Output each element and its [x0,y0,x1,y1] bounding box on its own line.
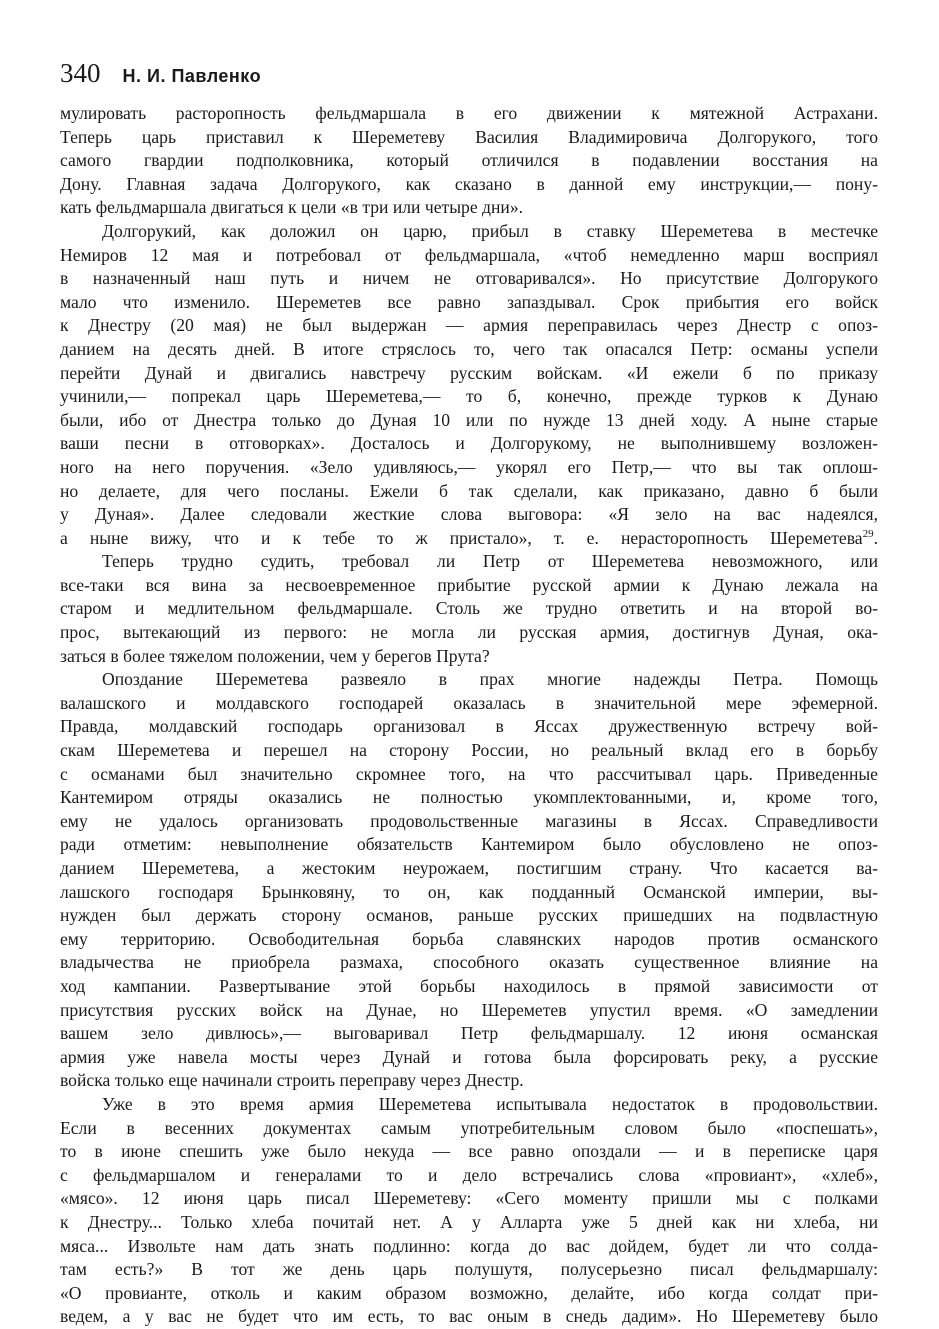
line-text: перейти Дунай и двигались навстречу русским войскам. «И ежели б по приказу [60,362,878,383]
line-text: заться в более тяжелом положении, чем у берегов Прута? [60,645,490,666]
line-text: ведем, а у вас не будет что им есть, то вас оным в снедь дадим». Но Шереметеву было [60,1306,878,1327]
line-text: лашского господаря Брынковяну, то он, как подданный Османской империи, вы- [60,881,878,902]
line-text: Кантемиром отряды оказались не полностью укомплектованными, и, кроме того, [60,787,878,808]
line-text: данием на десять дней. В итоге стряслось то, чего так опасался Петр: османы успели [60,338,878,359]
line-text: Правда, молдавский господарь организовал в Яссах дружественную встречу вой- [60,716,878,737]
text-line [60,385,878,409]
text-line [60,810,878,834]
body-text [60,102,878,1329]
line-text: ход кампании. Развертывание этой борьбы находилось в прямой зависимости от [60,975,878,996]
line-text: Дону. Главная задача Долгорукого, как сказано в данной ему инструкции,— пону- [60,173,878,194]
text-line [60,999,878,1023]
footnote-marker: 29 [862,527,874,540]
text-line [60,244,878,268]
line-text: кать фельдмаршала двигаться к цели «в три или четыре дни». [60,197,524,218]
text-line [60,1258,878,1282]
line-text: а ныне вижу, что и к тебе то ж пристало», т. е. нерасторопность Шереметева [60,527,863,548]
line-text: мяса... Извольте нам дать знать подлинно: когда до вас дойдем, будет ли что солда- [60,1235,878,1256]
running-head [60,58,878,102]
text-line [60,456,878,480]
line-text: с фельдмаршалом и генералами то и дело встречались слова «провиант», «хлеб», [60,1164,878,1185]
line-text: ного на него поручения. «Зело удивляюсь,— укорял его Петр,— что вы так оплош- [60,456,878,477]
text-line [60,786,878,810]
line-text: там есть?» В тот же день царь полушутя, полусерьезно писал фельдмаршалу: [60,1259,878,1280]
line-text: Долгорукий, как доложил он царю, прибыл в ставку Шереметева в местечке [102,220,878,241]
paragraph-first-line [60,550,878,574]
text-line [60,1022,878,1046]
line-text: Уже в это время армия Шереметева испытывала недостаток в продовольствии. [102,1093,878,1114]
paragraph-first-line [60,668,878,692]
text-line [60,267,878,291]
text-line [60,409,878,433]
text-line [60,621,878,645]
text-line [60,196,878,220]
text-line [60,1211,878,1235]
line-text: Теперь трудно судить, требовал ли Петр от Шереметева невозможного, или [102,551,878,572]
line-text: вашем зело дивлюсь»,— выговаривал Петр фельдмаршалу. 12 июня османская [60,1023,878,1044]
text-line [60,904,878,928]
line-text: присутствия русских войск на Дунае, но Шереметев упустил время. «О замедлении [60,999,878,1020]
line-text: ему территорию. Освободительная борьба славянских народов против османского [60,928,878,949]
paragraph-first-line [60,1093,878,1117]
text-line [60,1117,878,1141]
line-text: валашского и молдавского господарей оказалась в значительной мере эфемерной. [60,692,878,713]
text-line [60,1305,878,1329]
line-text: Теперь царь приставил к Шереметеву Василия Владимировича Долгорукого, того [60,126,878,147]
line-text: нужден был держать сторону османов, раньше русских пришедших на подвластную [60,905,878,926]
text-line [60,362,878,386]
text-line [60,527,878,551]
line-text: армия уже навела мосты через Дунай и готова была форсировать реку, а русские [60,1046,878,1067]
text-line [60,833,878,857]
line-text: мулировать расторопность фельдмаршала в его движении к мятежной Астрахани. [60,103,878,123]
text-line [60,692,878,716]
line-text-tail: . [873,527,878,548]
text-line [60,173,878,197]
line-text: все-таки вся вина за несвоевременное прибытие русской армии к Дунаю лежала на [60,574,878,595]
page-number: 340 [60,58,101,88]
text-line [60,928,878,952]
line-text: старом и медлительном фельдмаршале. Столь же трудно ответить и на второй во- [60,598,878,619]
running-head-author: Н. И. Павленко [122,66,262,86]
line-text: к Днестру... Только хлеба почитай нет. А у Алларта уже 5 дней как ни хлеба, ни [60,1211,878,1232]
text-line [60,597,878,621]
line-text: но делаете, для чего посланы. Ежели б так сделали, как приказано, давно б были [60,480,878,501]
text-line [60,1046,878,1070]
text-line [60,338,878,362]
text-line [60,975,878,999]
line-text: прос, вытекающий из первого: не могла ли русская армия, достигнув Дуная, ока- [60,622,878,643]
line-text: в назначенный наш путь и ничем не отговаривался». Но присутствие Долгорукого [60,268,878,289]
line-text: мало что изменило. Шереметев все равно запаздывал. Срок прибытия его войск [60,291,878,312]
text-line [60,314,878,338]
text-line [60,503,878,527]
line-text: войска только еще начинали строить переправу через Днестр. [60,1070,524,1091]
line-text: учинили,— попрекал царь Шереметева,— то б, конечно, прежде турков к Дунаю [60,386,878,407]
line-text: самого гвардии подполковника, который отличился в подавлении восстания на [60,150,878,171]
text-line [60,1140,878,1164]
text-line [60,574,878,598]
text-line [60,881,878,905]
text-line [60,951,878,975]
line-text: Если в весенних документах самым употребительным словом было «поспешать», [60,1117,878,1138]
line-text: Немиров 12 мая и потребовал от фельдмаршала, «чтоб немедленно марш восприял [60,244,878,265]
text-line [60,102,878,126]
line-text: ему не удалось организовать продовольственные магазины в Яссах. Справедливости [60,810,878,831]
line-text: скам Шереметева и перешел на сторону России, но реальный вклад его в борьбу [60,740,878,761]
line-text: «мясо». 12 июня царь писал Шереметеву: «Сего моменту пришли мы с полками [60,1188,878,1209]
line-text: к Днестру (20 мая) не был выдержан — армия переправилась через Днестр с опоз- [60,315,878,336]
paragraph-first-line [60,220,878,244]
text-line [60,645,878,669]
text-line [60,149,878,173]
line-text: «О провианте, отколь и каким образом возможно, делайте, ибо когда солдат при- [60,1282,878,1303]
text-line [60,857,878,881]
text-line [60,1069,878,1093]
text-line [60,1164,878,1188]
line-text: ваши песни в отговорках». Досталось и Долгорукому, не выполнившему возложен- [60,433,878,454]
text-line [60,739,878,763]
line-text: у Дуная». Далее следовали жесткие слова выговора: «Я зело на вас надеялся, [60,504,878,525]
line-text: Опоздание Шереметева развеяло в прах многие надежды Петра. Помощь [102,669,878,690]
line-text: владычества не приобрела размаха, способного оказать существенное влияние на [60,952,878,973]
line-text: с османами был значительно скромнее того, на что рассчитывал царь. Приведенные [60,763,878,784]
text-line [60,715,878,739]
text-line [60,1235,878,1259]
line-text: то в июне спешить уже было некуда — все равно опоздали — и в переписке царя [60,1141,878,1162]
line-text: ради отметим: невыполнение обязательств Кантемиром было обусловлено не опоз- [60,834,878,855]
text-line [60,126,878,150]
text-line [60,480,878,504]
text-line [60,1187,878,1211]
text-line [60,1282,878,1306]
line-text: были, ибо от Днестра только до Дуная 10 или по нужде 13 дней ходу. А ныне старые [60,409,878,430]
text-line [60,291,878,315]
text-line [60,763,878,787]
book-page [60,58,878,1329]
line-text: данием Шереметева, а жестоким неурожаем, постигшим страну. Что касается ва- [60,858,878,878]
text-line [60,432,878,456]
